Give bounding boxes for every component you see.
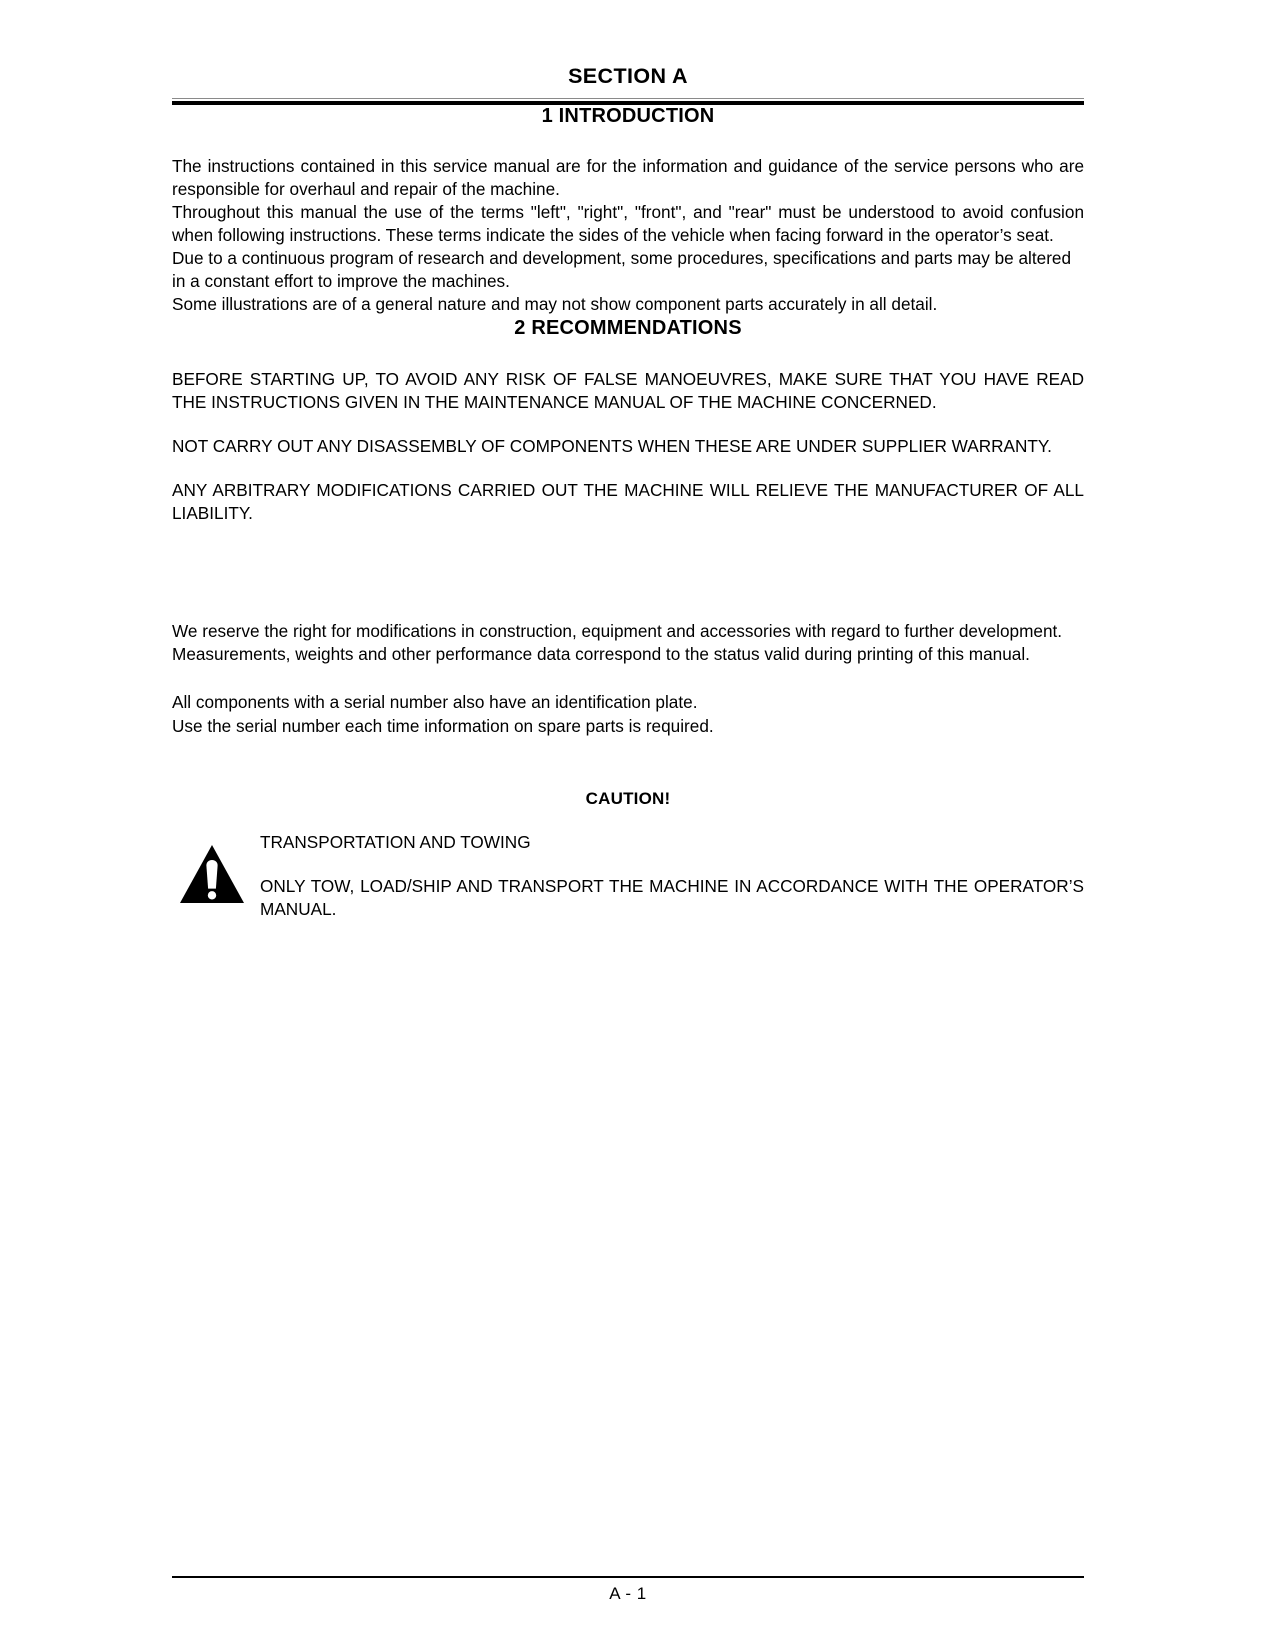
- recommendations-paragraph-2: NOT CARRY OUT ANY DISASSEMBLY OF COMPONENTS WHEN THESE ARE UNDER SUPPLIER WARRANTY.: [172, 435, 1052, 456]
- caution-subject: TRANSPORTATION AND TOWING: [260, 831, 531, 852]
- page-footer: [172, 1576, 1084, 1604]
- serial-paragraph-1: All components with a serial number also have an identification plate.: [172, 692, 698, 713]
- recommendations-paragraph-3: ANY ARBITRARY MODIFICATIONS CARRIED OUT THE MACHINE WILL RELIEVE THE MANUFACTURER OF ALL LIABILITY.: [172, 479, 1084, 524]
- serial-paragraph-2: Use the serial number each time information on spare parts is required.: [172, 715, 714, 736]
- reservation-paragraph-1: We reserve the right for modifications in construction, equipment and accessories with regard to further development.: [172, 621, 1063, 642]
- recommendations-paragraph-1: BEFORE STARTING UP, TO AVOID ANY RISK OF FALSE MANOEUVRES, MAKE SURE THAT YOU HAVE READ THE INSTRUCTIONS GIVEN IN THE MAINTENANCE MANUAL OF THE MACHINE CONCERNED.: [172, 368, 1084, 412]
- caution-body: [260, 831, 1084, 921]
- heading-recommendations: 2 RECOMMENDATIONS: [514, 316, 742, 339]
- recommendations-body: [172, 368, 1084, 526]
- introduction-paragraph-3: Due to a continuous program of research and development, some procedures, specifications and parts may be altered in a constant effort to improve the machines.: [172, 248, 1072, 292]
- footer-page-number: A - 1: [609, 1584, 647, 1603]
- caution-title: CAUTION!: [585, 788, 671, 808]
- serial-number-body: [172, 691, 1084, 737]
- introduction-body: [172, 155, 1084, 317]
- introduction-paragraph-1: The instructions contained in this service manual are for the information and guidance of the service persons who are responsible for overhaul and repair of the machine.: [172, 155, 1084, 199]
- introduction-paragraph-4: Some illustrations are of a general nature and may not show component parts accurately in all detail.: [172, 294, 938, 315]
- reservation-paragraph-2: Measurements, weights and other performance data correspond to the status valid during printing of this manual.: [172, 644, 1030, 665]
- page-title: SECTION A: [568, 64, 688, 88]
- heading-introduction: 1 INTRODUCTION: [541, 104, 715, 127]
- caution-instruction: ONLY TOW, LOAD/SHIP AND TRANSPORT THE MACHINE IN ACCORDANCE WITH THE OPERATOR’S MANUAL.: [260, 875, 1084, 919]
- reservation-body: [172, 620, 1084, 666]
- introduction-paragraph-2: Throughout this manual the use of the terms "left", "right", "front", and "rear" must be understood to avoid confusion when following instructions. These terms indicate the sides of the vehicle when facing forward in the operator’s seat.: [172, 201, 1084, 246]
- warning-triangle-icon: [178, 843, 246, 905]
- header-divider: [172, 98, 1084, 105]
- caution-block: [172, 831, 1084, 921]
- page-content: [172, 0, 1084, 921]
- footer-divider: [172, 1576, 1084, 1578]
